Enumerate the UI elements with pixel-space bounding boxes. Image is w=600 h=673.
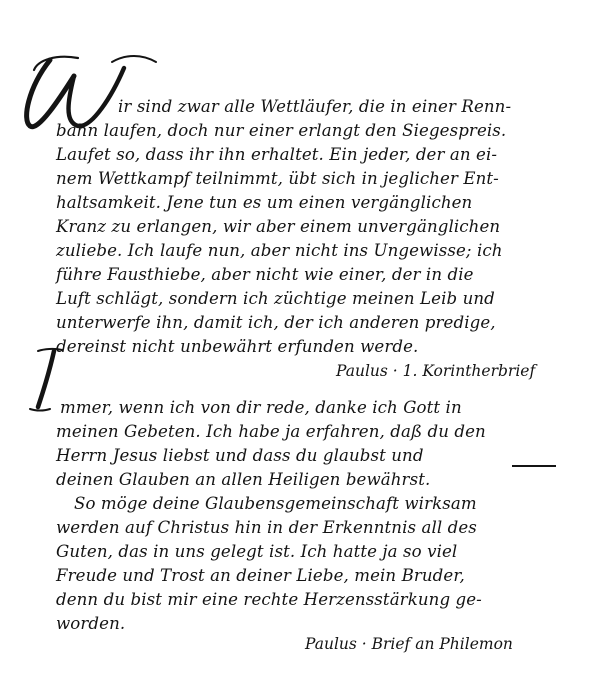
passage2-line-10: worden. [56,614,126,633]
passage1-line-10: unterwerfe ihn, damit ich, der ich anderen predige, [56,313,496,332]
passage1-line-5: haltsamkeit. Jene tun es um einen vergänglichen [56,193,473,212]
passage1-line-2: bahn laufen, doch nur einer erlangt den Siegespreis. [56,121,507,140]
passage2-line-1: mmer, wenn ich von dir rede, danke ich Gott in [60,398,462,417]
passage2-line-9: denn du bist mir eine rechte Herzensstärkung ge- [56,590,482,609]
passage2-line-4: deinen Glauben an allen Heiligen bewährst. [56,470,431,489]
passage1-line-6: Kranz zu erlangen, wir aber einem unvergänglichen [56,217,501,236]
passage1-line-11: dereinst nicht unbewährt erfunden werde. [56,337,419,356]
passage2-line-8: Freude und Trost an deiner Liebe, mein Bruder, [56,566,465,585]
passage1-attribution: Paulus · 1. Korintherbrief [336,362,536,380]
passage2-line-5: So möge deine Glaubensgemeinschaft wirksam [74,494,477,513]
passage1-line-1: ir sind zwar alle Wettläufer, die in einer Renn- [118,97,512,116]
passage1-line-7: zuliebe. Ich laufe nun, aber nicht ins Ungewisse; ich [56,241,503,260]
passage1-line-4: nem Wettkampf teilnimmt, übt sich in jeglicher Ent- [56,169,499,188]
passage1-line-9: Luft schlägt, sondern ich züchtige meinen Leib und [56,289,495,308]
passage2-line-7: Guten, das in uns gelegt ist. Ich hatte ja so viel [56,542,458,561]
passage2-line-6: werden auf Christus hin in der Erkenntnis all des [56,518,477,537]
passage2-line-2: meinen Gebeten. Ich habe ja erfahren, daß du den [56,422,486,441]
passage2-line-3: Herrn Jesus liebst und dass du glaubst und [56,446,424,465]
svg-text:I: I [29,414,30,415]
svg-text:W: W [22,166,24,167]
passage1-line-8: führe Fausthiebe, aber nicht wie einer, der in die [56,265,474,284]
passage2-attribution: Paulus · Brief an Philemon [305,635,513,653]
flourish-rule [512,465,556,467]
passage1-line-3: Laufet so, dass ihr ihn erhaltet. Ein jeder, der an ei- [56,145,498,164]
